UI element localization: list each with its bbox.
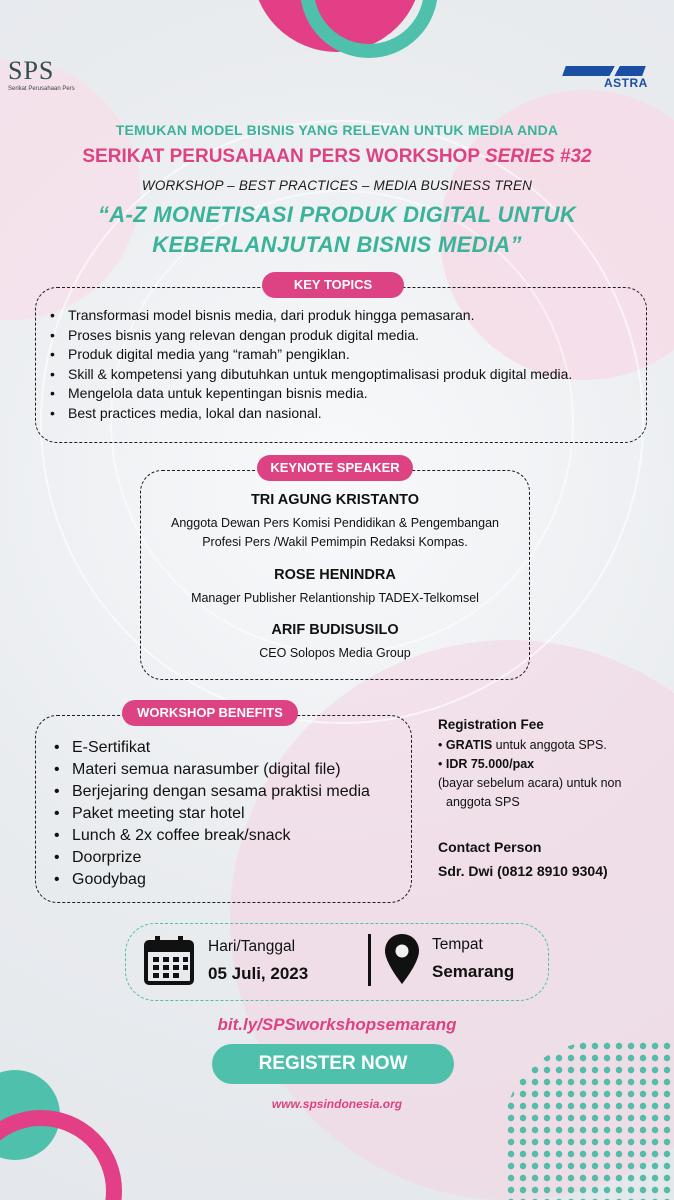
speaker-role: Manager Publisher Relantionship TADEX-Telkomsel <box>191 591 479 605</box>
registration-fee <box>438 717 668 812</box>
key-topics-label: KEY TOPICS <box>262 272 404 298</box>
contact-value: Sdr. Dwi (0812 8910 9304) <box>438 863 608 879</box>
fee-free: • GRATIS untuk anggota SPS. <box>438 738 607 752</box>
list-item: • Berjejaring dengan sesama praktisi media <box>54 781 370 803</box>
tagline: TEMUKAN MODEL BISNIS YANG RELEVAN UNTUK MEDIA ANDA <box>115 122 559 138</box>
register-now-button[interactable]: REGISTER NOW <box>212 1044 454 1084</box>
fee-free-bold: GRATIS <box>445 738 493 752</box>
page-title-main: SERIKAT PERUSAHAAN PERS WORKSHOP <box>82 146 485 167</box>
location-pin-icon <box>383 932 421 986</box>
theme-line-1: “A-Z MONETISASI PRODUK DIGITAL UNTUK <box>97 202 577 227</box>
speaker-name: TRI AGUNG KRISTANTO <box>250 492 420 508</box>
divider <box>368 934 371 986</box>
sps-logo-subtitle: Serikat Perusahaan Pers <box>8 86 75 92</box>
speaker-name: ARIF BUDISUSILO <box>271 622 399 638</box>
theme-title <box>0 200 674 260</box>
date-label: Hari/Tanggal <box>208 938 296 955</box>
key-topics-list <box>50 306 572 423</box>
page-title-series: SERIES #32 <box>484 146 592 167</box>
sps-logo-mark: SPS <box>8 56 55 85</box>
decor-ring <box>0 1110 122 1200</box>
speaker-card <box>140 567 530 608</box>
keynote-label: KEYNOTE SPEAKER <box>257 455 413 481</box>
place-label: Tempat <box>432 936 483 953</box>
list-item: • Paket meeting star hotel <box>54 803 370 825</box>
contact-person <box>438 835 608 883</box>
fee-paid: • IDR 75.000/pax <box>438 757 535 771</box>
speaker-role <box>140 514 530 552</box>
speaker-card <box>140 622 530 663</box>
benefits-label: WORKSHOP BENEFITS <box>122 700 298 726</box>
benefits-list <box>54 737 370 891</box>
page-title <box>0 146 674 168</box>
place-value: Semarang <box>432 962 515 981</box>
fee-paid-note: anggota SPS <box>446 795 520 809</box>
sps-logo <box>8 58 94 102</box>
astra-logo-text: ASTRA <box>604 76 648 90</box>
speaker-name: ROSE HENINDRA <box>274 567 396 583</box>
list-item: • Lunch & 2x coffee break/snack <box>54 825 370 847</box>
speaker-role-line: Profesi Pers /Wakil Pemimpin Redaksi Kompas. <box>202 535 468 549</box>
speaker-card <box>140 492 530 552</box>
list-item: • E-Sertifikat <box>54 737 370 759</box>
fee-paid-bold: IDR 75.000/pax <box>445 757 535 771</box>
theme-line-2: KEBERLANJUTAN BISNIS MEDIA” <box>152 232 522 257</box>
list-item: • Skill & kompetensi yang dibutuhkan untuk mengoptimalisasi produk digital media. <box>50 365 572 385</box>
fee-paid-note: (bayar sebelum acara) untuk non <box>438 776 622 790</box>
date-value: 05 Juli, 2023 <box>208 964 309 983</box>
list-item: • Goodybag <box>54 869 370 891</box>
list-item: • Best practices media, lokal dan nasional. <box>50 404 572 424</box>
fee-free-text: untuk anggota SPS. <box>492 738 607 752</box>
calendar-icon <box>143 934 195 986</box>
list-item: • Transformasi model bisnis media, dari produk hingga pemasaran. <box>50 306 572 326</box>
speaker-role-line: Anggota Dewan Pers Komisi Pendidikan & Pengembangan <box>171 516 499 530</box>
astra-logo <box>564 64 654 94</box>
list-item: • Proses bisnis yang relevan dengan produk digital media. <box>50 326 572 346</box>
speaker-role: CEO Solopos Media Group <box>259 646 411 660</box>
registration-title: Registration Fee <box>438 717 544 732</box>
subtitle: WORKSHOP – BEST PRACTICES – MEDIA BUSINESS TREN <box>141 178 533 193</box>
website-link[interactable]: www.spsindonesia.org <box>271 1097 403 1111</box>
list-item: • Produk digital media yang “ramah” pengiklan. <box>50 345 572 365</box>
list-item: • Mengelola data untuk kepentingan bisnis media. <box>50 384 572 404</box>
contact-title: Contact Person <box>438 839 542 855</box>
astra-logo-stripe <box>562 66 646 76</box>
registration-link[interactable]: bit.ly/SPSworkshopsemarang <box>217 1015 457 1034</box>
list-item: • Doorprize <box>54 847 370 869</box>
list-item: • Materi semua narasumber (digital file) <box>54 759 370 781</box>
